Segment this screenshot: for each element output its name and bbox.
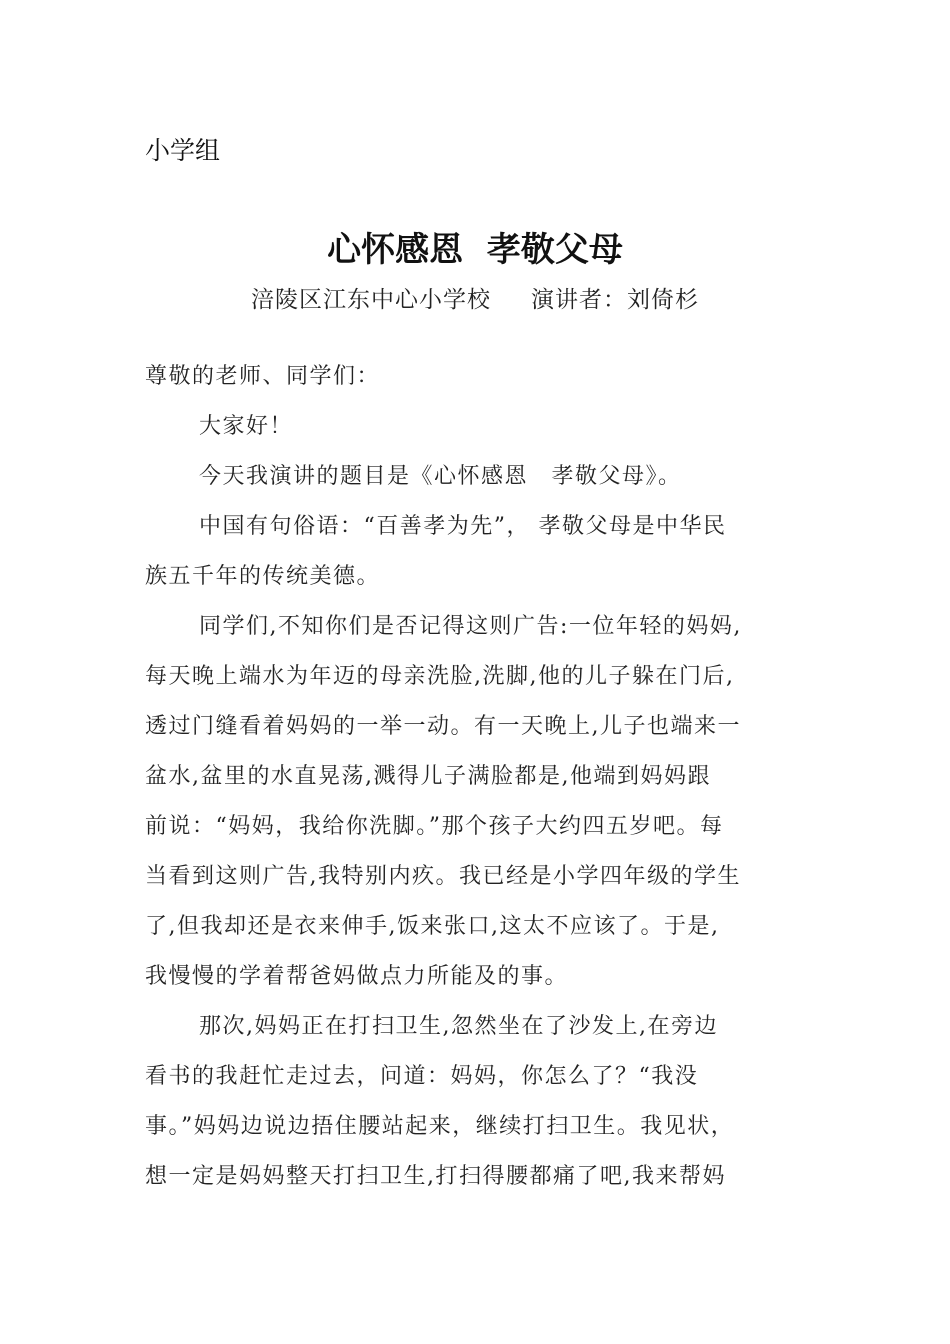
speaker-name: 演讲者：刘倚杉 — [531, 287, 699, 313]
salutation-line: 尊敬的老师、同学们： — [145, 364, 381, 389]
body-line: 盆水,盆里的水直晃荡,溅得儿子满脸都是,他端到妈妈跟 — [145, 764, 711, 789]
body-line: 透过门缝看着妈妈的一举一动。有一天晚上,儿子也端来一 — [145, 714, 741, 739]
body-line: 我慢慢的学着帮爸妈做点力所能及的事。 — [145, 964, 569, 989]
school-name: 涪陵区江东中心小学校 — [251, 287, 491, 313]
speech-title: 心怀感恩 孝敬父母 — [327, 230, 623, 270]
body-line: 看书的我赶忙走过去，问道：妈妈，你怎么了？“我没 — [145, 1064, 699, 1089]
body-line: 同学们,不知你们是否记得这则广告:一位年轻的妈妈, — [199, 614, 742, 639]
body-line: 那次,妈妈正在打扫卫生,忽然坐在了沙发上,在旁边 — [199, 1014, 718, 1039]
body-line: 中国有句俗语：“百善孝为先”， 孝敬父母是中华民 — [199, 514, 727, 539]
body-line: 了,但我却还是衣来伸手,饭来张口,这太不应该了。于是, — [145, 914, 720, 939]
body-line: 想一定是妈妈整天打扫卫生,打扫得腰都痛了吧,我来帮妈 — [145, 1164, 726, 1189]
body-line: 每天晚上端水为年迈的母亲洗脸,洗脚,他的儿子躲在门后, — [145, 664, 735, 689]
group-label: 小学组 — [145, 136, 221, 165]
body-line: 族五千年的传统美德。 — [145, 564, 381, 589]
greeting-line: 大家好！ — [199, 414, 294, 439]
body-line: 当看到这则广告,我特别内疚。我已经是小学四年级的学生 — [145, 864, 741, 889]
topic-line: 今天我演讲的题目是《心怀感恩 孝敬父母》。 — [199, 464, 682, 489]
body-line: 事。”妈妈边说边捂住腰站起来，继续打扫卫生。我见状， — [145, 1114, 735, 1139]
body-line: 前说：“妈妈，我给你洗脚。”那个孩子大约四五岁吧。每 — [145, 814, 724, 839]
speech-byline — [0, 282, 950, 318]
speech-body — [145, 352, 810, 1202]
